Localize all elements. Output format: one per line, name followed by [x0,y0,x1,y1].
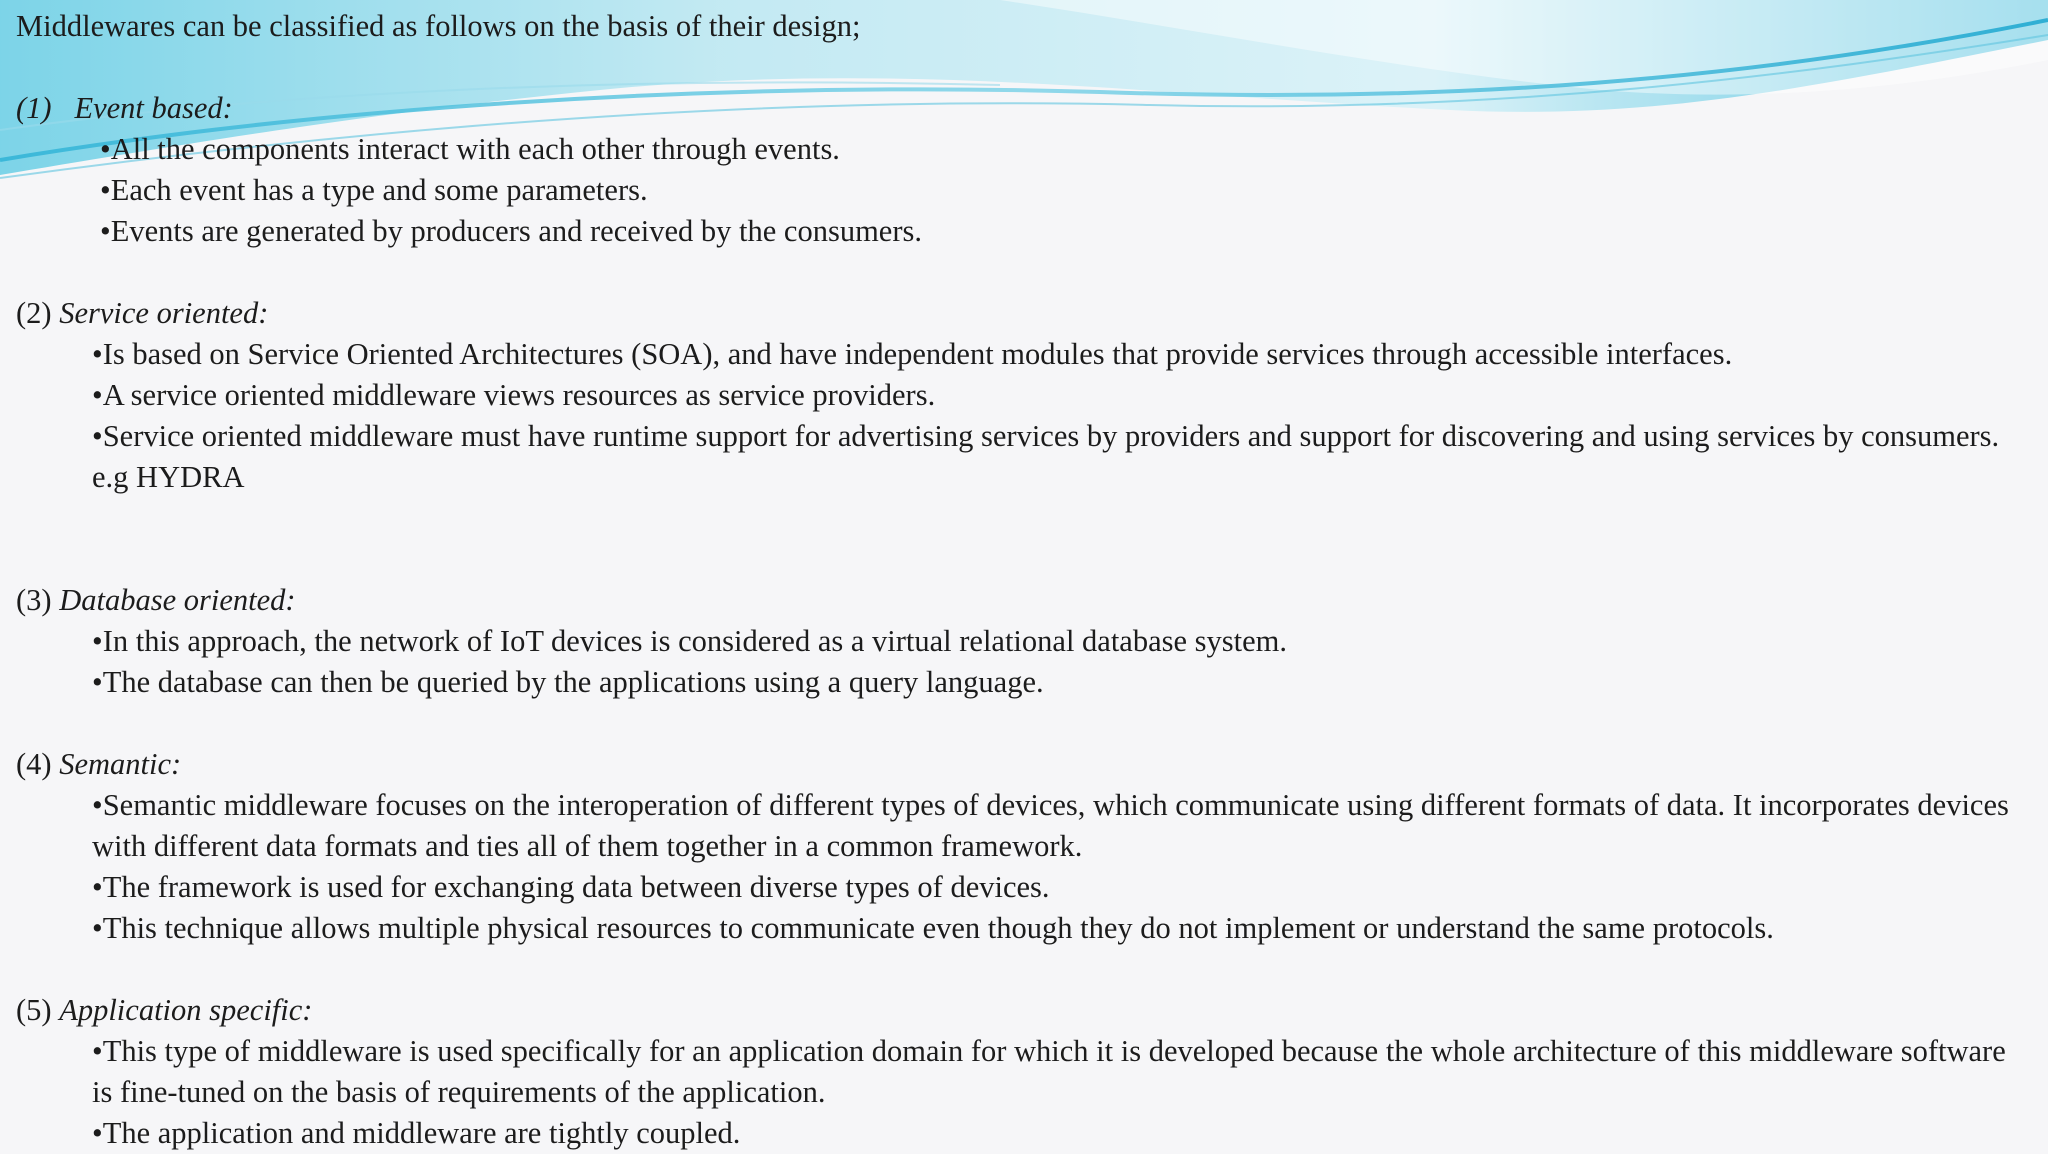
bullet-text: This technique allows multiple physical resources to communicate even though they do not implement or understand the same protocols. [102,911,1774,945]
bullet-mark: • [92,419,103,453]
bullet-text: The application and middleware are tightly coupled. [102,1116,741,1150]
section-label: Service oriented: [59,296,269,330]
list-item [92,416,2026,498]
bullet-mark: • [92,911,103,945]
list-item [92,1031,2026,1113]
bullet-text: Semantic middleware focuses on the interoperation of different types of devices, which communicate using different formats of data. It incorporates devices with different data formats and ties all of them together in a common framework. [92,788,2009,863]
list-item [92,1113,2026,1154]
bullet-text: The framework is used for exchanging data between diverse types of devices. [102,870,1050,904]
section-label: Semantic: [59,747,182,781]
bullet-list [16,334,2026,498]
bullet-list [16,621,2026,703]
bullet-mark: • [92,1116,103,1150]
bullet-text: Is based on Service Oriented Architectures (SOA), and have independent modules that provide services through accessible interfaces. [102,337,1733,371]
bullet-mark: • [92,788,103,822]
section-heading [16,293,2026,334]
bullet-mark: • [100,173,111,207]
section-number: (5) [16,993,52,1027]
bullet-text: Service oriented middleware must have runtime support for advertising services by providers and support for discovering and using services by consumers. e.g HYDRA [92,419,2000,494]
bullet-text: This type of middleware is used specifically for an application domain for which it is developed because the whole architecture of this middleware software is fine-tuned on the basis of requirements of the application. [92,1034,2006,1109]
section-label: Database oriented: [59,583,296,617]
section-number: (2) [16,296,52,330]
bullet-text: In this approach, the network of IoT devices is considered as a virtual relational database system. [102,624,1288,658]
slide-intro: Middlewares can be classified as follows on the basis of their design; [16,9,861,43]
bullet-mark: • [92,337,103,371]
section-heading [16,990,2026,1031]
bullet-list [16,785,2026,949]
bullet-mark: • [100,214,111,248]
bullet-mark: • [100,132,111,166]
section-heading [16,580,2026,621]
list-item [92,621,2026,662]
slide-content [16,6,2026,1154]
bullet-list [16,1031,2026,1154]
list-item [92,908,2026,949]
bullet-mark: • [92,1034,103,1068]
list-item [92,375,2026,416]
bullet-mark: • [92,624,103,658]
section-service-oriented [16,293,2026,498]
list-item [100,170,2026,211]
list-item [92,867,2026,908]
list-item [92,785,2026,867]
section-heading [16,88,2026,129]
bullet-text: Each event has a type and some parameters. [110,173,648,207]
section-semantic [16,744,2026,949]
bullet-mark: • [92,870,103,904]
section-event-based [16,88,2026,252]
section-application-specific [16,990,2026,1154]
section-label: Event based: [74,91,233,125]
list-item [92,334,2026,375]
list-item [100,129,2026,170]
section-database-oriented [16,580,2026,703]
section-label: Application specific: [59,993,313,1027]
bullet-text: Events are generated by producers and received by the consumers. [110,214,922,248]
section-number: (1) [16,91,52,125]
bullet-text: All the components interact with each other through events. [110,132,840,166]
bullet-text: The database can then be queried by the applications using a query language. [102,665,1044,699]
bullet-mark: • [92,378,103,412]
bullet-list [16,129,2026,252]
section-heading [16,744,2026,785]
bullet-text: A service oriented middleware views resources as service providers. [102,378,936,412]
section-number: (4) [16,747,52,781]
list-item [100,211,2026,252]
bullet-mark: • [92,665,103,699]
section-number: (3) [16,583,52,617]
list-item [92,662,2026,703]
